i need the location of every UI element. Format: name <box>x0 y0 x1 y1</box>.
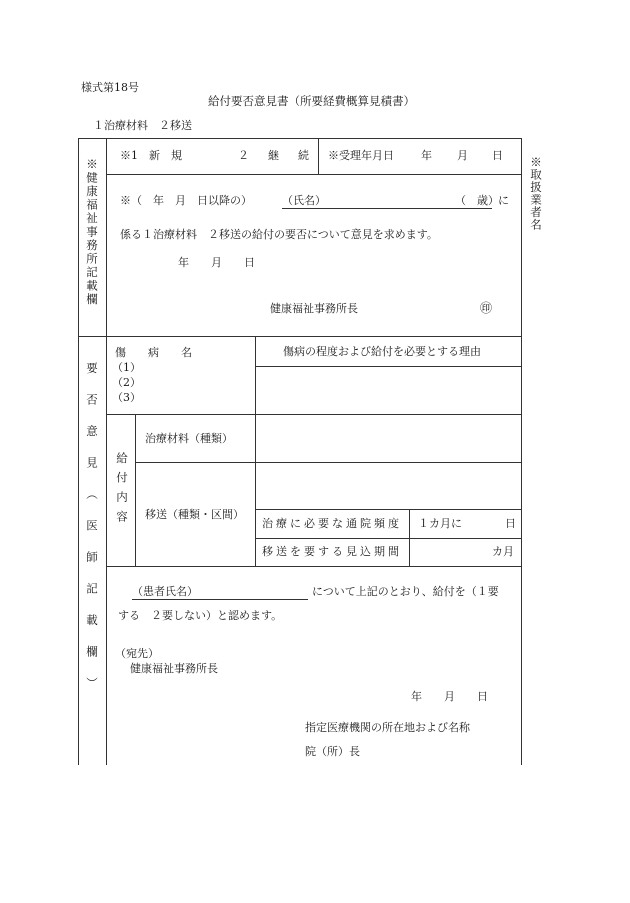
seal-icon: ㊞ <box>480 301 493 315</box>
opinion-text-1: について上記のとおり、給付を（１要 <box>312 585 499 598</box>
visit-freq-value: １カ月に <box>418 517 462 530</box>
receipt-day: 日 <box>492 149 503 162</box>
table-top-border <box>78 138 521 139</box>
transport-label: 移送（種類・区間） <box>145 508 244 521</box>
office-row-divider <box>106 174 521 175</box>
disease-item-3: （3） <box>112 391 141 404</box>
opinion-text-2: する ２要しない）と認めます。 <box>118 609 283 622</box>
addressee: 健康福祉事務所長 <box>130 662 218 675</box>
benefit-label-divider <box>135 414 136 566</box>
transport-period-label: 移送を要する見込期間 <box>262 545 402 558</box>
visit-freq-unit: 日 <box>505 517 516 530</box>
section-divider <box>78 336 521 337</box>
benefit-label: 給付内容 <box>115 452 129 530</box>
office-side-label: ※健康福祉事務所記載欄 <box>85 158 99 307</box>
institution-label: 指定医療機関の所在地および名称 <box>305 721 470 734</box>
form-title: 給付要否意見書（所要経費概算見積書） <box>208 94 415 108</box>
receipt-divider <box>318 138 319 174</box>
disease-column-divider <box>255 336 256 566</box>
receipt-year: 年 <box>421 149 432 162</box>
receipt-month: 月 <box>457 149 468 162</box>
director-label: 院（所）長 <box>305 745 360 758</box>
handler-side-label: ※取扱業者名 <box>529 156 543 231</box>
patient-name-underline <box>132 599 308 600</box>
option-new: ※1 新 規 <box>120 149 182 162</box>
doctor-date-line: 年 月 日 <box>411 690 488 703</box>
patient-name-label: （患者氏名） <box>132 585 198 598</box>
disease-row-bottom <box>106 414 521 415</box>
name-underline <box>282 208 492 209</box>
reason-header-line <box>255 366 521 367</box>
option-continue: ２ 継 続 <box>238 149 313 162</box>
from-date-prefix: ※（ 年 月 日以降の） <box>120 194 252 207</box>
office-date-line: 年 月 日 <box>178 256 255 269</box>
table-left-border <box>78 138 79 765</box>
reason-header: 傷病の程度および給付を必要とする理由 <box>283 345 481 358</box>
material-label: 治療材料（種類） <box>145 432 233 445</box>
side-column-divider <box>106 138 107 765</box>
receipt-date-label: ※受理年月日 <box>328 149 394 162</box>
visit-freq-label: 治療に必要な通院頻度 <box>262 517 402 530</box>
disease-item-2: （2） <box>112 376 141 389</box>
disease-item-1: （1） <box>112 361 141 374</box>
disease-header: 傷 病 名 <box>115 346 192 359</box>
age-label: （ 歳） <box>455 194 499 207</box>
name-label: （氏名） <box>282 194 326 207</box>
category-line: １治療材料 ２移送 <box>93 119 192 132</box>
doctor-side-label: 要否意見（医師記載欄） <box>85 362 99 709</box>
material-row-bottom <box>135 462 521 463</box>
addressee-label: （宛先） <box>115 647 159 660</box>
benefit-section-bottom <box>106 566 521 567</box>
transport-row-line <box>255 509 521 510</box>
office-director: 健康福祉事務所長 <box>270 302 358 315</box>
request-text: 係る１治療材料 ２移送の給付の要否について意見を求めます。 <box>120 228 438 241</box>
form-number: 様式第18号 <box>81 81 139 94</box>
particle-ni: に <box>498 194 509 207</box>
transport-period-unit: カ月 <box>492 545 514 558</box>
table-right-border <box>521 138 522 765</box>
freq-row-line <box>255 538 521 539</box>
